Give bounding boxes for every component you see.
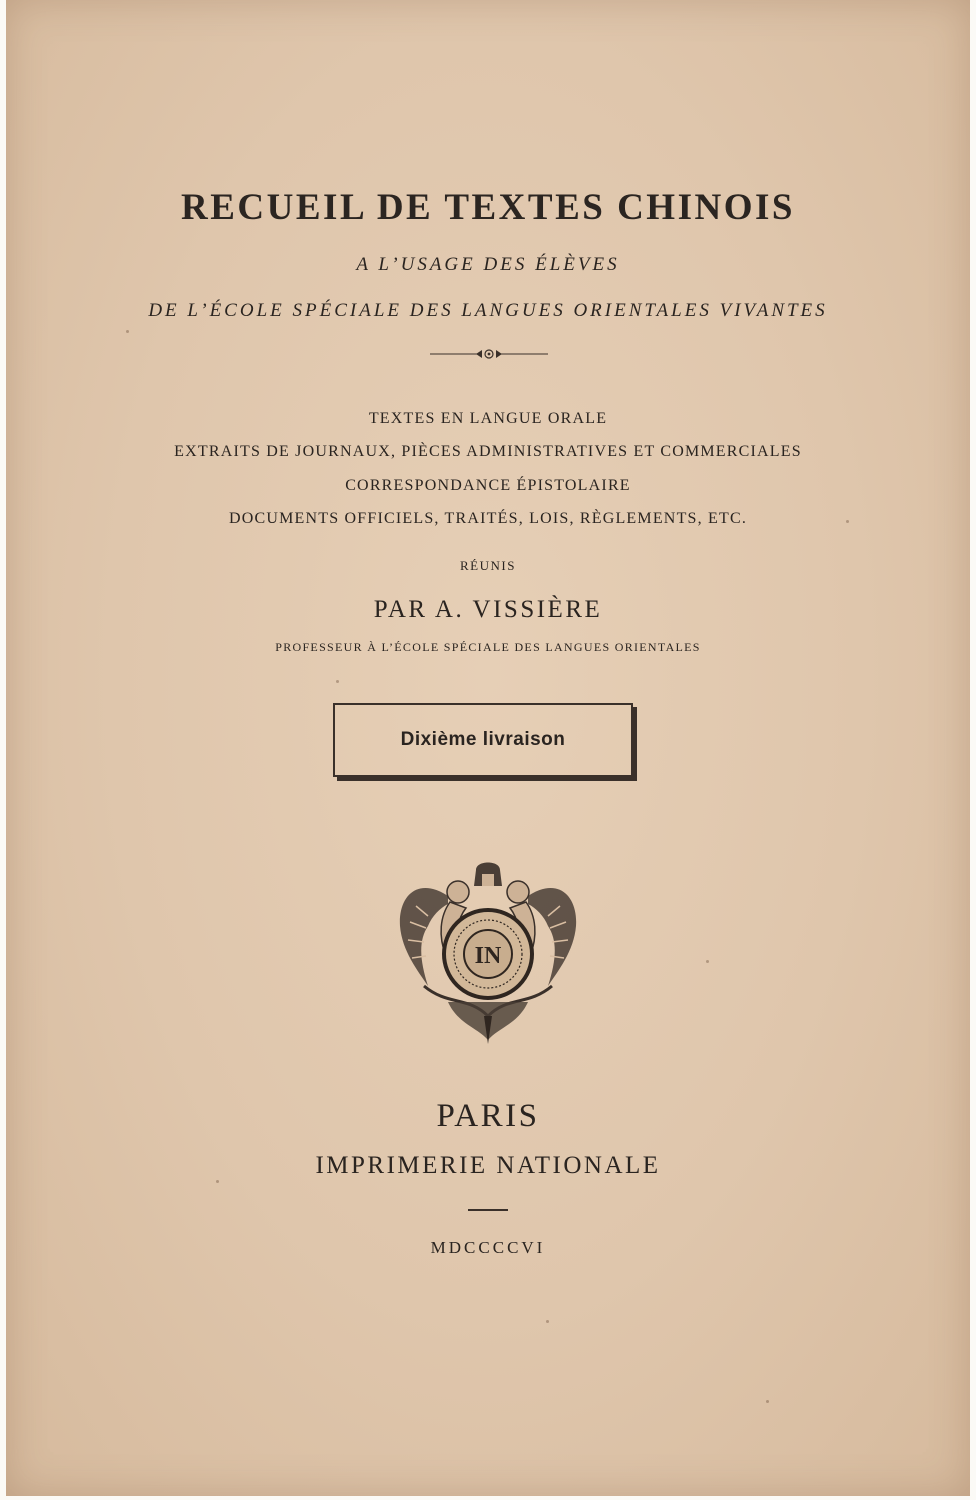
book-title: RECUEIL DE TEXTES CHINOIS	[181, 187, 795, 228]
paper-speck	[546, 1320, 549, 1323]
imprint-year: MDCCCCVI	[430, 1238, 546, 1257]
paper-speck	[706, 960, 709, 963]
contents-item: EXTRAITS DE JOURNAUX, PIÈCES ADMINISTRATIVES ET COMMERCIALES	[174, 443, 802, 460]
author-title: PROFESSEUR À L’ÉCOLE SPÉCIALE DES LANGUES ORIENTALES	[275, 640, 701, 654]
flourish-ornament-icon	[430, 345, 548, 363]
imprint-city: PARIS	[436, 1098, 540, 1134]
subtitle-line-1: A L’USAGE DES ÉLÈVES	[356, 254, 620, 275]
collected-label: RÉUNIS	[460, 558, 516, 573]
issue-stamp-text: Dixième livraison	[400, 729, 566, 750]
subtitle-line-2: DE L’ÉCOLE SPÉCIALE DES LANGUES ORIENTALES VIVANTES	[148, 300, 828, 321]
svg-text:IN: IN	[474, 943, 502, 969]
imprimerie-nationale-emblem-icon	[388, 856, 588, 1046]
contents-item: DOCUMENTS OFFICIELS, TRAITÉS, LOIS, RÈGLEMENTS, ETC.	[228, 510, 748, 527]
author-name: PAR A. VISSIÈRE	[373, 596, 603, 623]
contents-item: TEXTES EN LANGUE ORALE	[368, 410, 608, 427]
paper-speck	[336, 680, 339, 683]
paper-speck	[766, 1400, 769, 1403]
imprint-rule	[468, 1209, 508, 1211]
paper-speck	[126, 330, 129, 333]
contents-item: CORRESPONDANCE ÉPISTOLAIRE	[345, 477, 631, 494]
imprint-publisher: IMPRIMERIE NATIONALE	[315, 1152, 661, 1179]
paper-speck	[216, 1180, 219, 1183]
issue-stamp	[333, 703, 633, 777]
